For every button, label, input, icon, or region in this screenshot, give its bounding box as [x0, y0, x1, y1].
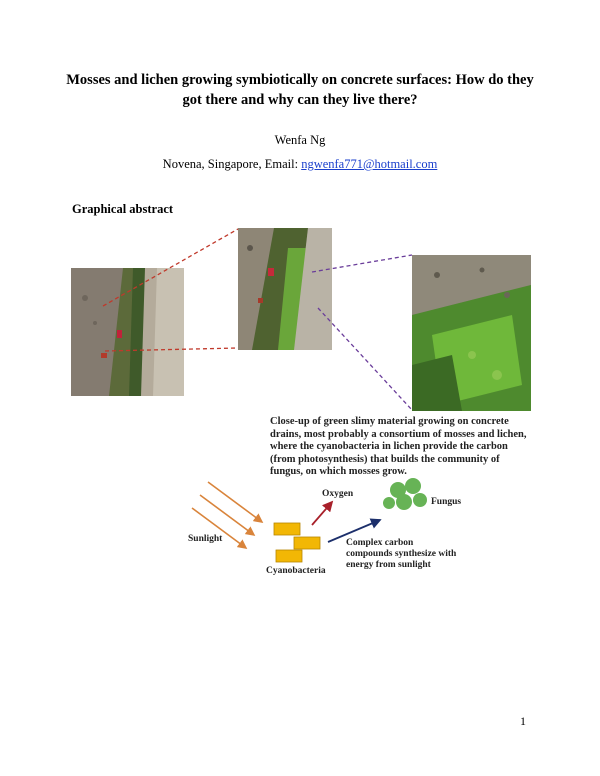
connector-purple-top [312, 255, 412, 272]
sunlight-arrow-1 [208, 482, 262, 522]
connector-red-bottom [105, 348, 238, 351]
sunlight-arrow-2 [200, 495, 254, 535]
connector-red-top [103, 229, 238, 306]
carbon-label-line-2: compounds synthesize with [346, 549, 457, 559]
connector-purple-bottom [318, 308, 412, 410]
section-heading: Graphical abstract [72, 202, 174, 216]
cyanobacteria-cell-1 [274, 523, 300, 535]
carbon-compounds-label [346, 538, 456, 571]
cyanobacteria-cell-2 [294, 537, 320, 549]
fungus-cell-3 [396, 494, 412, 510]
carbon-label-line-3: energy from sunlight [346, 560, 431, 570]
sunlight-label: Sunlight [188, 534, 223, 544]
fungus-cell-5 [383, 497, 395, 509]
oxygen-label: Oxygen [322, 489, 354, 499]
cyanobacteria-label: Cyanobacteria [266, 566, 326, 576]
photosynthesis-diagram [180, 470, 480, 580]
oxygen-arrow [312, 502, 332, 525]
figure-caption: Close-up of green slimy material growing on concrete drains, most probably a consortium of mosses and lichen, where the cyanobacteria in lichen provide the carbon (from photosynthesis) that builds the community of fungus, on which mosses grow. [270, 416, 527, 477]
author-name: Wenfa Ng [274, 133, 326, 147]
cyanobacteria-cell-3 [276, 550, 302, 562]
carbon-label-line-1: Complex carbon [346, 538, 414, 548]
page-number: 1 [520, 714, 526, 728]
email-link[interactable]: ngwenfa771@hotmail.com [301, 157, 438, 171]
fungus-label: Fungus [431, 497, 462, 507]
title-line-1: Mosses and lichen growing symbiotically on concrete surfaces: How do they [66, 72, 534, 88]
affiliation-text: Novena, Singapore, Email: [162, 157, 302, 171]
fungus-cell-2 [405, 478, 421, 494]
fungus-cell-4 [413, 493, 427, 507]
title-line-2: got there and why can they live there? [182, 92, 418, 108]
